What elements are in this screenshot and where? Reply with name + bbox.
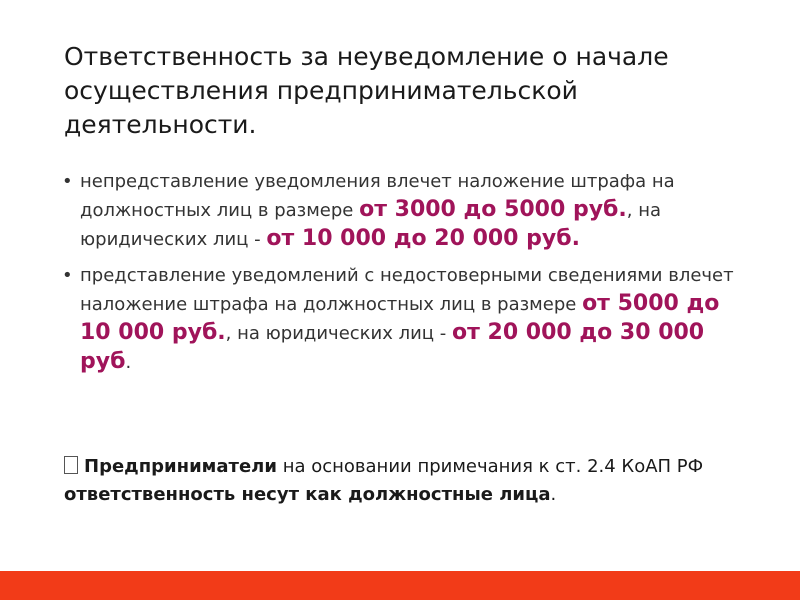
note-text: . bbox=[550, 484, 557, 505]
note-bold-liability: ответственность несут как должностные лица bbox=[64, 484, 551, 505]
fine-amount-officials: от 5000 до 10 000 руб. bbox=[80, 291, 720, 345]
bullet-text: непредставление уведомления влечет наложение штрафа на должностных лиц в размере bbox=[80, 171, 675, 221]
bullet-item bbox=[60, 262, 740, 377]
note-paragraph bbox=[64, 453, 744, 509]
fine-amount-legal-entities: от 20 000 до 30 000 руб bbox=[80, 320, 705, 374]
bullet-text: , на юридических лиц - bbox=[80, 200, 662, 250]
bullet-text: , на юридических лиц - bbox=[225, 323, 452, 344]
bullet-text: . bbox=[125, 352, 132, 373]
slide-title: Ответственность за неуведомление о начале осуществления предпринимательской деятельности. bbox=[64, 42, 669, 139]
bullet-item bbox=[60, 168, 740, 254]
bullet-dot-icon: • bbox=[62, 265, 73, 286]
bullet-dot-icon: • bbox=[62, 171, 73, 192]
fine-amount-legal-entities: от 10 000 до 20 000 руб. bbox=[266, 226, 580, 251]
bullet-list bbox=[60, 168, 740, 377]
fine-amount-officials: от 3000 до 5000 руб. bbox=[359, 197, 627, 222]
bullet-text: представление уведомлений с недостоверными сведениями влечет наложение штрафа на должностных лиц в размере bbox=[80, 265, 734, 315]
box-glyph-icon bbox=[64, 456, 78, 474]
note-text: на основании примечания к ст. 2.4 КоАП РФ bbox=[276, 456, 704, 477]
footer-bar bbox=[0, 571, 800, 600]
note-bold-subject: Предприниматели bbox=[84, 456, 277, 477]
